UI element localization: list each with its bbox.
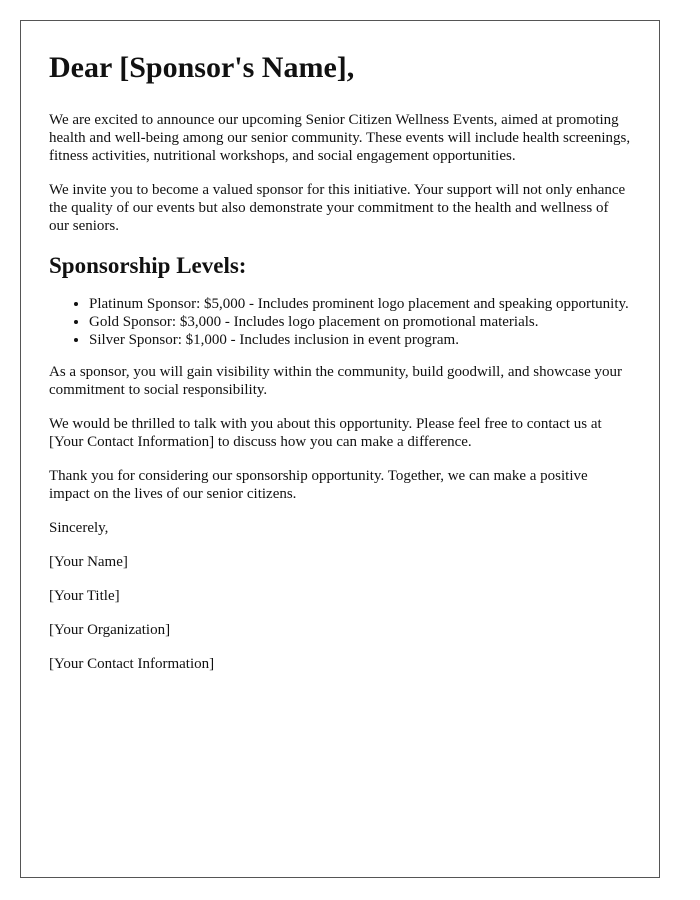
level-silver: • Silver Sponsor: $1,000 - Includes inclusion in event program. [89,331,631,349]
signature-title: [Your Title] [49,588,120,604]
invitation-paragraph: We invite you to become a valued sponsor for this initiative. Your support will not only enhance the quality of our events but also demonstrate your commitment to the health and wellness of our seniors. [49,182,626,234]
signoff: Sincerely, [49,520,109,536]
signature-name: [Your Name] [49,554,128,570]
letter-page [20,20,660,878]
signature-contact: [Your Contact Information] [49,656,215,672]
sponsorship-levels-heading: Sponsorship Levels: [49,253,247,278]
sponsorship-levels-list [49,295,631,349]
contact-paragraph: We would be thrilled to talk with you about this opportunity. Please feel free to contact us at [Your Contact Information] to discuss how you can make a difference. [49,416,602,450]
level-gold: • Gold Sponsor: $3,000 - Includes logo placement on promotional materials. [89,313,631,331]
benefits-paragraph: As a sponsor, you will gain visibility within the community, build goodwill, and showcase your commitment to social responsibility. [49,364,622,398]
intro-paragraph: We are excited to announce our upcoming Senior Citizen Wellness Events, aimed at promoting health and well-being among our senior community. These events will include health screenings, fitness activities, nutritional workshops, and social engagement opportunities. [49,112,631,164]
thanks-paragraph: Thank you for considering our sponsorship opportunity. Together, we can make a positive impact on the lives of our senior citizens. [49,468,588,502]
signature-organization: [Your Organization] [49,622,171,638]
level-platinum: • Platinum Sponsor: $5,000 - Includes prominent logo placement and speaking opportunity. [89,295,631,313]
greeting-heading: Dear [Sponsor's Name], [49,51,355,84]
